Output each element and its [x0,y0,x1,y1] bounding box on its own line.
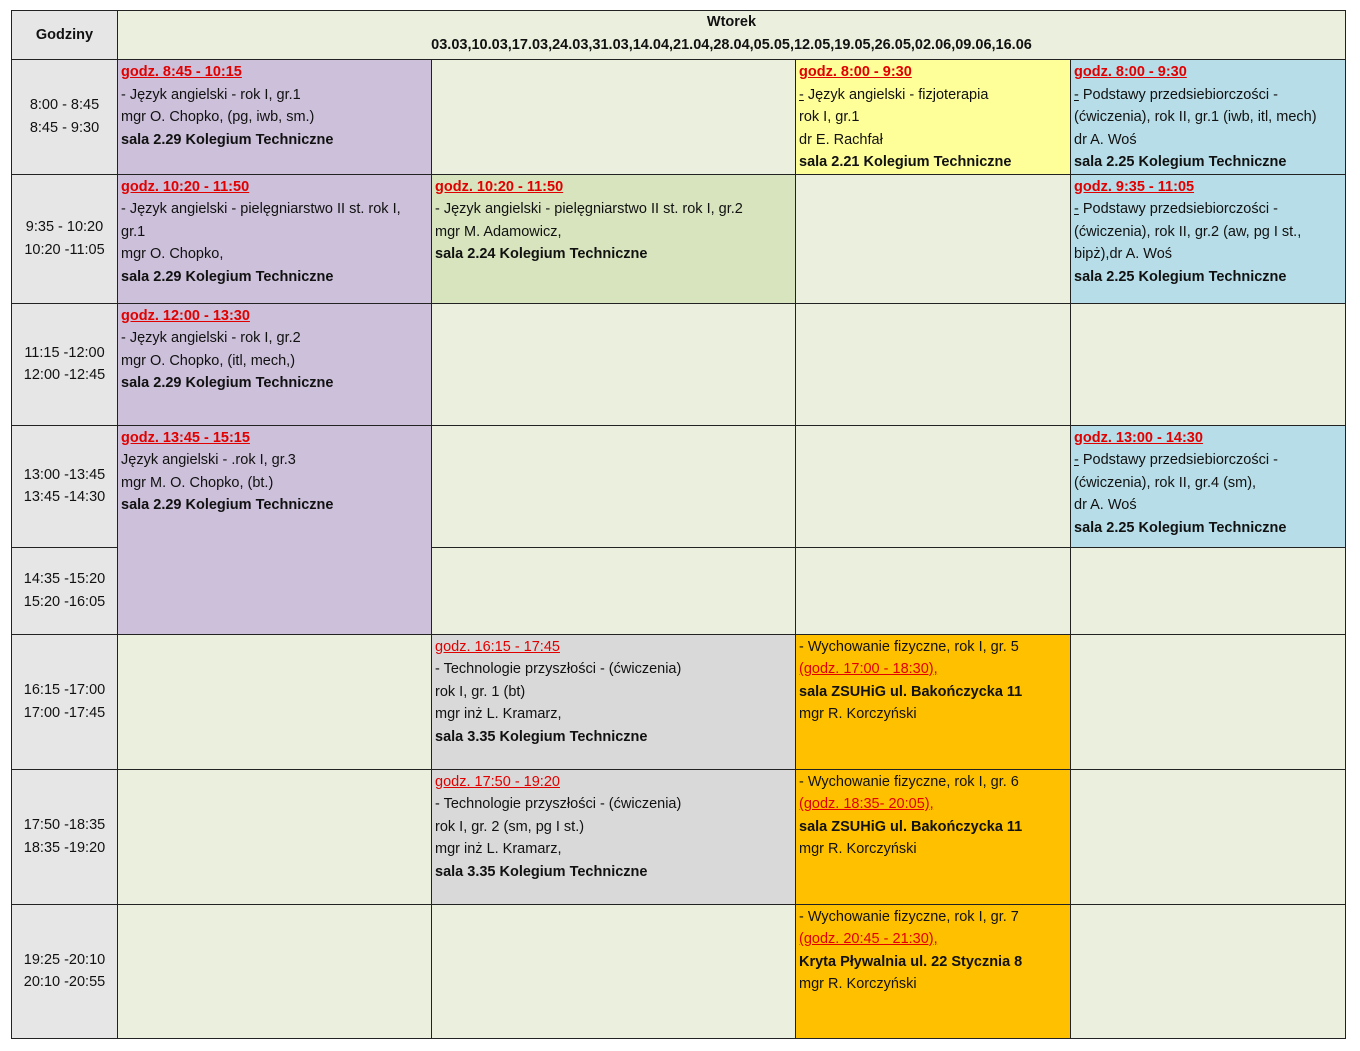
class-teacher: mgr M. O. Chopko, (bt.) [121,474,274,491]
class-teacher: mgr O. Chopko, (pg, iwb, sm.) [121,109,315,125]
subject-text: Podstawy przedsiebiorczości - [1078,452,1278,468]
class-teacher: mgr inż L. Kramarz, [435,841,562,857]
class-teacher: dr A. Woś [1074,131,1137,148]
time-slot [12,904,118,1038]
class-subject [799,84,1067,107]
time-slot [12,60,118,175]
time-start: 11:15 -12:00 [24,344,105,361]
time-start: 17:50 -18:35 [23,817,106,833]
empty-cell [432,425,796,547]
class-group: rok I, gr. 2 (sm, pg I st.) [435,818,585,835]
day-name: Wtorek [706,14,757,30]
empty-cell [118,769,432,904]
class-teacher: mgr R. Korczyński [799,841,917,857]
class-room: sala 2.29 Kolegium Techniczne [121,497,334,513]
class-cell [432,634,796,769]
time-end: 15:20 -16:05 [23,593,106,610]
time-end: 10:20 -11:05 [24,241,105,258]
time-end: 20:10 -20:55 [23,974,106,990]
class-hours: godz. 8:00 - 9:30 [799,64,912,80]
empty-cell [118,634,432,769]
class-hours: godz. 10:20 - 11:50 [435,178,564,195]
class-teacher: dr A. Woś [1074,497,1137,513]
class-teacher: mgr O. Chopko, (itl, mech,) [121,352,296,369]
class-hours: (godz. 18:35- 20:05), [799,796,934,812]
class-cell [1071,425,1346,547]
empty-cell [432,904,796,1038]
dash-marker: - [1074,86,1079,103]
empty-cell [118,904,432,1038]
time-start: 16:15 -17:00 [23,682,106,698]
class-room: sala 2.29 Kolegium Techniczne [121,375,334,391]
subject-text: Podstawy przedsiebiorczości - [1078,86,1278,103]
class-cell [118,425,432,634]
class-cell [1071,60,1346,175]
time-end: 13:45 -14:30 [23,489,106,505]
time-slot [12,425,118,547]
time-end: 17:00 -17:45 [23,704,106,721]
subject-text: Podstawy przedsiebiorczości - [1078,201,1278,217]
class-cell [118,60,432,175]
class-cell [796,769,1071,904]
empty-cell [796,303,1071,425]
class-subject: - Technologie przyszłości - (ćwiczenia) [435,661,682,677]
class-hours: godz. 17:50 - 19:20 [435,773,560,790]
class-hours: godz. 13:45 - 15:15 [121,429,250,446]
class-cell [796,60,1071,175]
empty-cell [796,547,1071,634]
empty-cell [1071,904,1346,1038]
time-start: 9:35 - 10:20 [25,219,104,235]
empty-cell [432,303,796,425]
class-group: (ćwiczenia), rok II, gr.1 (iwb, itl, mech) [1074,109,1317,125]
time-end: 18:35 -19:20 [23,839,106,856]
class-room: sala 3.35 Kolegium Techniczne [435,728,648,745]
class-hours: godz. 13:00 - 14:30 [1074,429,1203,446]
class-hours: godz. 8:00 - 9:30 [1074,64,1187,80]
class-subject: - Język angielski - pielęgniarstwo II st. rok I, [121,201,401,217]
class-teacher: mgr M. Adamowicz, [435,223,562,240]
class-cell [1071,174,1346,303]
day-dates: 03.03,10.03,17.03,24.03,31.03,14.04,21.04,28.04,05.05,12.05,19.05,26.05,02.06,09.06,16.06 [431,36,1032,53]
class-subject [1074,449,1342,472]
empty-cell [432,547,796,634]
class-room: sala 3.35 Kolegium Techniczne [435,863,648,880]
class-group: (ćwiczenia), rok II, gr.2 (aw, pg I st., [1074,223,1302,240]
time-start: 13:00 -13:45 [23,466,106,483]
class-cell [432,174,796,303]
class-subject [1074,84,1342,107]
time-slot [12,634,118,769]
time-end: 12:00 -12:45 [23,367,106,383]
class-room: sala 2.29 Kolegium Techniczne [121,268,334,285]
class-cell [432,769,796,904]
class-subject: - Wychowanie fizyczne, rok I, gr. 6 [799,773,1019,790]
class-teacher: bipż),dr A. Woś [1074,246,1173,262]
time-slot [12,303,118,425]
class-hours: (godz. 17:00 - 18:30), [799,661,938,677]
time-slot [12,174,118,303]
time-start: 14:35 -15:20 [23,571,106,587]
class-subject: - Język angielski - pielęgniarstwo II st. rok I, gr.2 [435,201,743,217]
class-room: sala 2.29 Kolegium Techniczne [121,131,334,148]
time-slot [12,547,118,634]
class-teacher: dr E. Rachfał [799,131,883,148]
empty-cell [432,60,796,175]
class-teacher: mgr R. Korczyński [799,976,917,992]
class-cell [796,904,1071,1038]
empty-cell [1071,634,1346,769]
hours-header: Godziny [12,11,118,60]
class-cell [118,174,432,303]
dash-marker: - [799,86,804,103]
class-hours: godz. 16:15 - 17:45 [435,638,560,655]
class-cell [796,634,1071,769]
class-teacher: mgr inż L. Kramarz, [435,706,562,722]
time-slot [12,769,118,904]
dash-marker: - [1074,452,1079,468]
time-end: 8:45 - 9:30 [29,119,100,136]
class-hours: godz. 9:35 - 11:05 [1074,178,1195,195]
empty-cell [1071,769,1346,904]
class-hours: (godz. 20:45 - 21:30), [799,931,938,947]
time-start: 8:00 - 8:45 [29,97,100,114]
empty-cell [1071,547,1346,634]
class-hours: godz. 8:45 - 10:15 [121,64,242,80]
class-subject: Język angielski - .rok I, gr.3 [121,452,296,468]
empty-cell [796,425,1071,547]
class-group: rok I, gr. 1 (bt) [435,683,526,700]
time-start: 19:25 -20:10 [23,951,106,968]
day-header [118,11,1346,60]
dash-marker: - [1074,201,1079,217]
empty-cell [1071,303,1346,425]
class-subject: - Technologie przyszłości - (ćwiczenia) [435,796,682,812]
class-group: gr.1 [121,223,146,240]
empty-cell [796,174,1071,303]
class-hours: godz. 12:00 - 13:30 [121,307,250,324]
class-group: rok I, gr.1 [799,109,860,125]
class-group: (ćwiczenia), rok II, gr.4 (sm), [1074,474,1257,491]
class-room: Kryta Pływalnia ul. 22 Stycznia 8 [799,953,1023,970]
class-subject: - Wychowanie fizyczne, rok I, gr. 5 [799,638,1019,655]
class-room: sala ZSUHiG ul. Bakończycka 11 [799,818,1023,835]
class-room: sala 2.25 Kolegium Techniczne [1074,154,1287,170]
class-teacher: mgr O. Chopko, [121,246,224,262]
class-subject [1074,198,1342,221]
class-subject: - Język angielski - rok I, gr.1 [121,86,301,103]
class-room: sala 2.21 Kolegium Techniczne [799,154,1012,170]
class-room: sala 2.24 Kolegium Techniczne [435,246,648,262]
class-hours: godz. 10:20 - 11:50 [121,178,250,195]
class-room: sala ZSUHiG ul. Bakończycka 11 [799,683,1023,700]
class-subject: - Język angielski - rok I, gr.2 [121,330,301,346]
class-teacher: mgr R. Korczyński [799,706,917,722]
schedule-table [11,10,1346,1039]
subject-text: Język angielski - fizjoterapia [803,86,989,103]
class-cell [118,303,432,425]
class-subject: - Wychowanie fizyczne, rok I, gr. 7 [799,908,1019,925]
class-room: sala 2.25 Kolegium Techniczne [1074,268,1287,285]
class-room: sala 2.25 Kolegium Techniczne [1074,519,1287,536]
